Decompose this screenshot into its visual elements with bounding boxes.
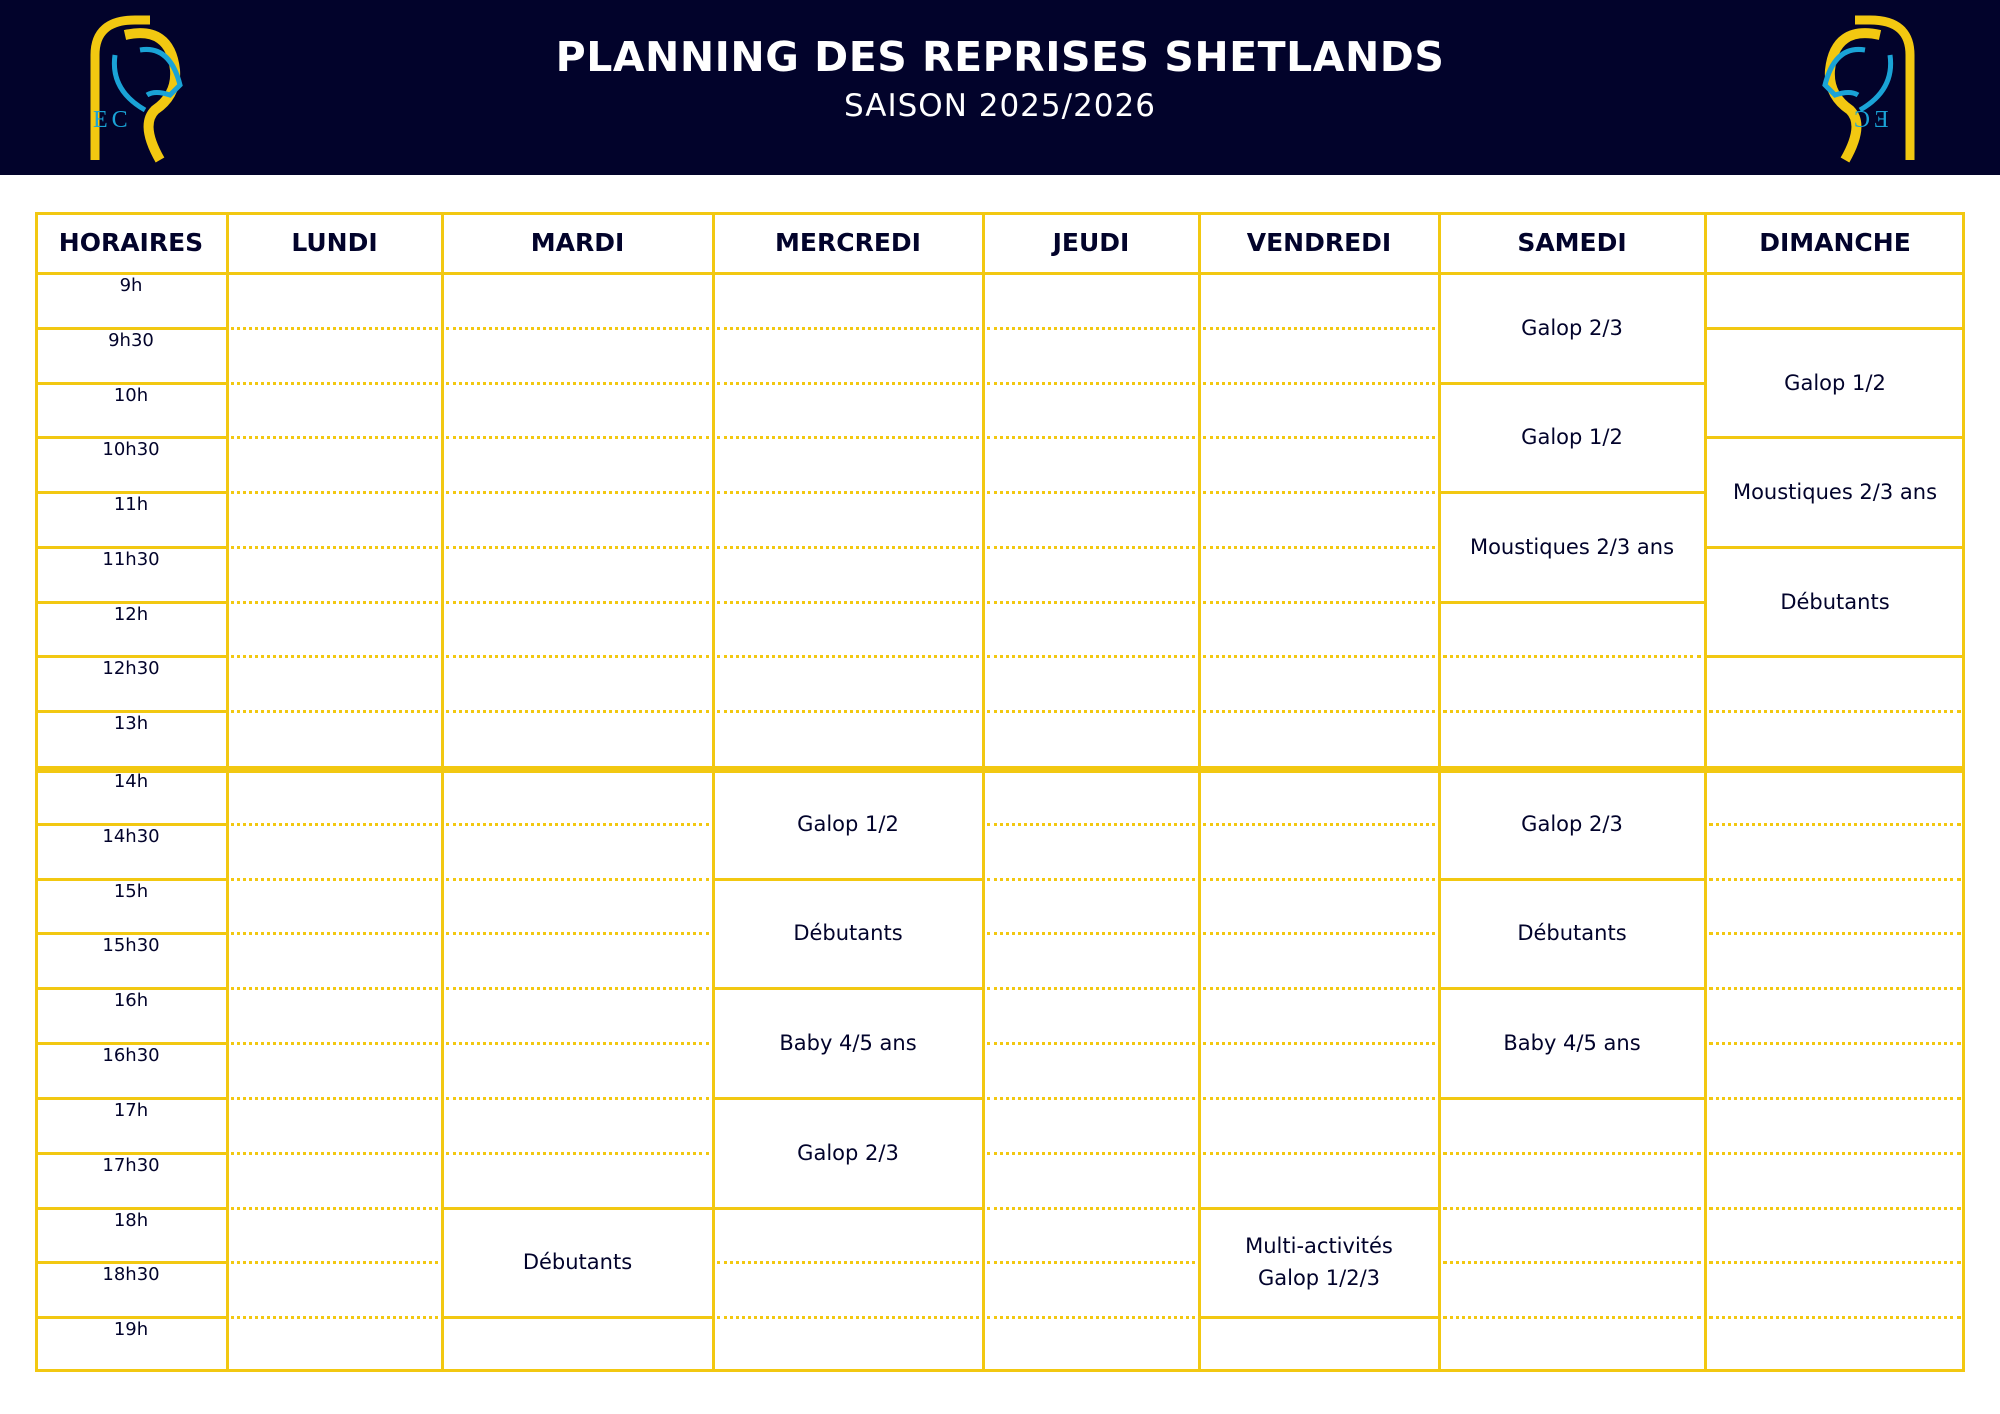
session-block: Débutants: [1780, 589, 1890, 614]
time-label: 16h30: [102, 1045, 160, 1067]
row-divider-dotted: [1709, 1261, 1961, 1264]
row-divider-dotted: [717, 327, 979, 330]
session-block: Moustiques 2/3 ans: [1732, 480, 1938, 505]
row-divider-dotted: [987, 878, 1195, 881]
row-divider-dotted: [987, 382, 1195, 385]
row-divider-dotted: [446, 823, 709, 826]
row-divider-dotted: [1203, 878, 1435, 881]
row-divider-dotted: [1443, 1152, 1701, 1155]
time-label: 18h30: [102, 1264, 160, 1286]
row-divider-dotted: [231, 436, 438, 439]
time-label: 15h30: [102, 935, 160, 957]
session-block: Galop 1/2: [1521, 425, 1623, 450]
row-divider-dotted: [231, 1261, 438, 1264]
row-divider-dotted: [231, 1152, 438, 1155]
column-divider: [1198, 212, 1201, 1372]
row-divider-dotted: [987, 710, 1195, 713]
row-divider-dotted: [1203, 436, 1435, 439]
row-divider-dotted: [1203, 327, 1435, 330]
row-divider-dotted: [1709, 1316, 1961, 1319]
row-divider-dotted: [1203, 1042, 1435, 1045]
logo-text: EC: [93, 107, 132, 133]
row-divider-dotted: [1709, 987, 1961, 990]
row-divider-dotted: [231, 655, 438, 658]
session-block: Galop 1/2: [797, 811, 899, 836]
row-divider-dotted: [987, 1152, 1195, 1155]
session-block: Galop 2/3: [1521, 315, 1623, 340]
row-divider-dotted: [987, 1207, 1195, 1210]
row-divider-dotted: [987, 823, 1195, 826]
row-divider-dotted: [987, 1261, 1195, 1264]
row-divider-dotted: [987, 546, 1195, 549]
row-divider-dotted: [231, 546, 438, 549]
row-divider-dotted: [717, 655, 979, 658]
row-divider-dotted: [1709, 1097, 1961, 1100]
row-divider-dotted: [717, 436, 979, 439]
time-label: 12h30: [102, 658, 160, 680]
row-divider-dotted: [987, 1042, 1195, 1045]
row-divider-dotted: [1709, 1042, 1961, 1045]
row-divider-dotted: [446, 491, 709, 494]
time-label: 14h30: [102, 825, 160, 847]
row-divider-dotted: [1203, 491, 1435, 494]
row-divider-dotted: [231, 987, 438, 990]
time-label: 16h: [113, 990, 149, 1012]
column-header-samedi: SAMEDI: [1517, 228, 1627, 257]
row-divider-dotted: [231, 601, 438, 604]
column-header-horaires: HORAIRES: [58, 228, 204, 257]
column-header-vendredi: VENDREDI: [1246, 228, 1392, 257]
row-divider-dotted: [446, 1152, 709, 1155]
session-block: Galop 1/2: [1784, 370, 1886, 395]
row-divider-dotted: [446, 1097, 709, 1100]
row-divider-dotted: [1203, 655, 1435, 658]
row-divider-dotted: [717, 382, 979, 385]
column-header-jeudi: JEUDI: [1052, 228, 1130, 257]
column-header-lundi: LUNDI: [291, 228, 378, 257]
row-divider-dotted: [446, 710, 709, 713]
row-divider-dotted: [987, 491, 1195, 494]
row-divider-dotted: [1203, 382, 1435, 385]
row-divider-dotted: [446, 436, 709, 439]
row-divider-dotted: [1443, 1207, 1701, 1210]
row-divider-dotted: [717, 601, 979, 604]
time-label: 9h: [119, 275, 143, 296]
row-divider-dotted: [987, 436, 1195, 439]
session-block: Multi-activités Galop 1/2/3: [1245, 1234, 1393, 1291]
row-divider-dotted: [717, 546, 979, 549]
row-divider-dotted: [446, 878, 709, 881]
row-divider-dotted: [1203, 710, 1435, 713]
row-divider-dotted: [717, 710, 979, 713]
row-divider-dotted: [987, 601, 1195, 604]
column-header-mercredi: MERCREDI: [775, 228, 921, 257]
row-divider-dotted: [1203, 932, 1435, 935]
page-subtitle: SAISON 2025/2026: [844, 88, 1156, 124]
time-label: 17h: [113, 1099, 149, 1121]
row-divider-dotted: [231, 878, 438, 881]
time-label: 18h: [113, 1209, 149, 1231]
row-divider-dotted: [231, 327, 438, 330]
row-divider-dotted: [446, 655, 709, 658]
time-label: 11h: [113, 494, 149, 516]
row-divider-dotted: [717, 491, 979, 494]
row-divider-dotted: [1443, 1316, 1701, 1319]
session-block: Débutants: [522, 1250, 633, 1275]
row-divider-dotted: [1443, 710, 1701, 713]
logo-text-mirrored: EC: [1850, 107, 1889, 133]
row-divider-dotted: [987, 1316, 1195, 1319]
row-divider-dotted: [987, 327, 1195, 330]
row-divider-dotted: [987, 1097, 1195, 1100]
row-divider-dotted: [1203, 987, 1435, 990]
row-divider-dotted: [446, 987, 709, 990]
row-divider-dotted: [446, 546, 709, 549]
row-divider-dotted: [446, 1042, 709, 1045]
row-divider-dotted: [987, 932, 1195, 935]
column-header-dimanche: DIMANCHE: [1759, 228, 1911, 257]
time-label: 10h30: [102, 439, 160, 461]
page-title: PLANNING DES REPRISES SHETLANDS: [555, 33, 1445, 81]
session-block: Moustiques 2/3 ans: [1469, 534, 1675, 559]
row-divider-dotted: [446, 382, 709, 385]
session-block: Galop 2/3: [1521, 811, 1623, 836]
row-divider-dotted: [1203, 1097, 1435, 1100]
time-label: 17h30: [102, 1154, 160, 1176]
row-divider-dotted: [446, 327, 709, 330]
time-label: 15h: [113, 880, 149, 902]
time-label: 11h30: [102, 548, 160, 570]
time-label: 10h: [113, 384, 149, 406]
row-divider-dotted: [231, 1042, 438, 1045]
row-divider-dotted: [1203, 823, 1435, 826]
row-divider-dotted: [987, 987, 1195, 990]
row-divider-dotted: [231, 932, 438, 935]
row-divider-dotted: [1443, 655, 1701, 658]
session-block: Débutants: [793, 921, 903, 946]
row-divider-dotted: [1709, 1152, 1961, 1155]
row-divider-dotted: [717, 1316, 979, 1319]
time-label: 9h30: [108, 329, 154, 351]
time-label: 13h: [113, 713, 149, 735]
row-divider-dotted: [231, 710, 438, 713]
row-divider-dotted: [1709, 1207, 1961, 1210]
row-divider-dotted: [446, 932, 709, 935]
column-divider: [441, 212, 444, 1372]
row-divider-dotted: [1709, 932, 1961, 935]
row-divider-dotted: [1203, 546, 1435, 549]
time-label: 12h: [113, 603, 149, 625]
row-divider-dotted: [1709, 710, 1961, 713]
row-divider-dotted: [231, 491, 438, 494]
row-divider-dotted: [1203, 601, 1435, 604]
row-divider-dotted: [231, 1097, 438, 1100]
row-divider-dotted: [1709, 823, 1961, 826]
session-block: Baby 4/5 ans: [1503, 1031, 1641, 1056]
row-divider-dotted: [446, 601, 709, 604]
row-divider-dotted: [231, 1207, 438, 1210]
session-block: Galop 2/3: [797, 1140, 899, 1165]
session-block: Baby 4/5 ans: [779, 1031, 917, 1056]
time-label: 19h: [113, 1319, 149, 1341]
column-header-mardi: MARDI: [530, 228, 625, 257]
row-divider-dotted: [231, 823, 438, 826]
row-divider-dotted: [1203, 1152, 1435, 1155]
session-block: Débutants: [1517, 921, 1627, 946]
time-label: 14h: [113, 771, 149, 792]
row-divider-dotted: [231, 382, 438, 385]
row-divider-dotted: [1443, 1261, 1701, 1264]
row-divider-dotted: [231, 1316, 438, 1319]
row-divider-dotted: [987, 655, 1195, 658]
row-divider-dotted: [717, 1261, 979, 1264]
row-divider-dotted: [1709, 878, 1961, 881]
